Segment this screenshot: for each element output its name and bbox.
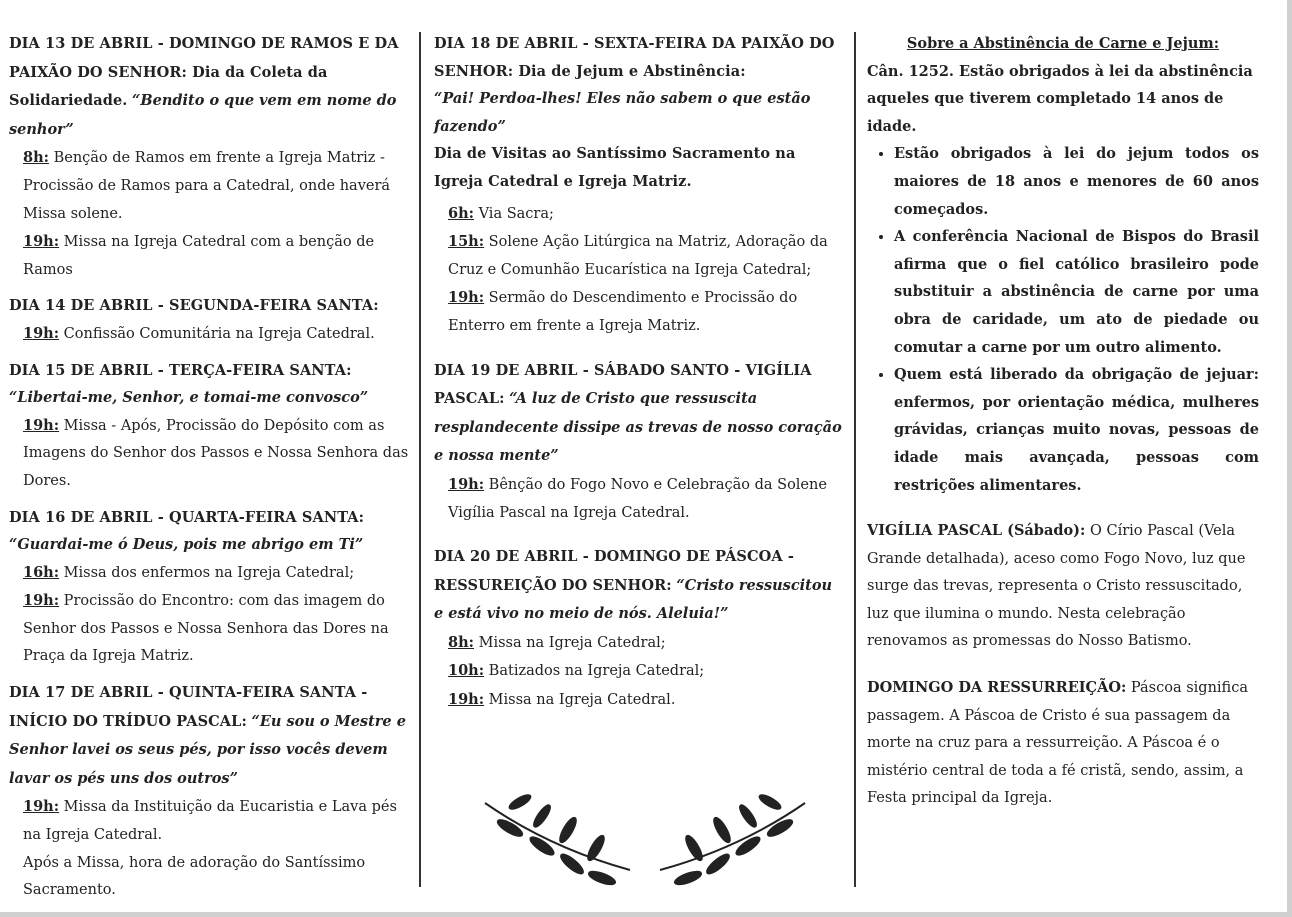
fasting-rules-list: [867, 140, 1259, 499]
day-quote: “Cristo ressuscitou e está vivo no meio de nós. Aleluia!”: [434, 576, 833, 623]
day-heading: DIA 13 DE ABRIL - DOMINGO DE RAMOS E DA PAIXÃO DO SENHOR: Dia da Coleta da Solidariedade.: [9, 35, 399, 110]
event-list: [9, 320, 412, 349]
event-text: Missa da Instituição da Eucaristia e Lava pés na Igreja Catedral.: [23, 799, 397, 844]
event-time: 19h:: [23, 798, 60, 816]
day-19-april: [434, 357, 842, 528]
laurel-branches-icon: [480, 788, 810, 888]
event-list: [434, 471, 842, 527]
day-heading: DIA 15 DE ABRIL - TERÇA-FEIRA SANTA:: [9, 361, 352, 379]
event-text: Benção de Ramos em frente a Igreja Matriz - Procissão de Ramos para a Catedral, onde haverá Missa solene.: [23, 150, 391, 222]
event-text: Solene Ação Litúrgica na Matriz, Adoração da Cruz e Comunhão Eucarística na Igreja Catedral;: [448, 234, 828, 278]
day-heading: DIA 18 DE ABRIL - SEXTA-FEIRA DA PAIXÃO DO SENHOR: Dia de Jejum e Abstinência:: [434, 35, 835, 80]
day-16-april: [9, 504, 412, 672]
event-item: [23, 228, 412, 284]
schedule-column-2: [434, 30, 842, 723]
day-quote: “A luz de Cristo que ressuscita resplandecente dissipe as trevas de nosso coração e nossa mente”: [434, 390, 842, 465]
info-column-3: [867, 30, 1259, 813]
rule-item: • Quem está liberado da obrigação de jejuar: enfermos, por orientação médica, mulheres grávidas, crianças muito novas, pessoas de idade mais avançada, pessoas com restrições alimentares.: [894, 361, 1259, 499]
event-item: [23, 412, 412, 496]
day-quote: “Guardai-me ó Deus, pois me abrigo em Ti”: [9, 536, 364, 554]
event-text: Procissão do Encontro: com das imagem do Senhor dos Passos e Nossa Senhora das Dores na Praça da Igreja Matriz.: [23, 593, 389, 665]
event-item: [23, 144, 412, 228]
event-item: [448, 686, 842, 715]
event-item: [23, 793, 412, 849]
event-text: Confissão Comunitária na Igreja Catedral.: [59, 325, 375, 342]
day-15-april: [9, 357, 412, 496]
event-text: Missa dos enfermos na Igreja Catedral;: [59, 564, 355, 581]
day-quote: “Bendito o que vem em nome do senhor”: [9, 92, 397, 138]
event-text: Missa na Igreja Catedral com a benção de Ramos: [23, 234, 375, 278]
event-text: Via Sacra;: [473, 205, 554, 222]
vigil-text: O Círio Pascal (Vela Grande detalhada), aceso como Fogo Novo, luz que surge das trevas, representa o Cristo ressuscitado, luz que ilumina o mundo. Nesta celebração renovamos as promessas do Nosso Batismo.: [867, 523, 1246, 650]
sunday-text: Páscoa significa passagem. A Páscoa de Cristo é sua passagem da morte na cruz para a ressurreição. A Páscoa é o mistério central de toda a fé cristã, sendo, assim, a Festa principal da Igreja.: [867, 680, 1248, 807]
event-text: Batizados na Igreja Catedral;: [484, 663, 705, 680]
day-14-april: [9, 292, 412, 348]
day-heading: DIA 17 DE ABRIL - QUINTA-FEIRA SANTA - INÍCIO DO TRÍDUO PASCAL:: [9, 684, 368, 730]
event-text: Sermão do Descendimento e Procissão do Enterro em frente a Igreja Matriz.: [448, 290, 798, 334]
day-heading: DIA 14 DE ABRIL - SEGUNDA-FEIRA SANTA:: [9, 297, 379, 315]
event-list: [9, 144, 412, 284]
event-item: [448, 284, 842, 340]
schedule-column-1: [9, 30, 412, 913]
event-item: [23, 587, 412, 671]
event-list: [9, 559, 412, 671]
abstinence-title: Sobre a Abstinência de Carne e Jejum:: [906, 35, 1220, 52]
event-time: 8h:: [448, 633, 474, 651]
event-item: [448, 228, 842, 284]
event-time: 19h:: [448, 691, 485, 709]
event-text: Missa - Após, Procissão do Depósito com as Imagens do Senhor dos Passos e Nossa Senhora das Dores.: [23, 417, 409, 489]
event-time: 19h:: [23, 416, 60, 434]
day-subheading: Dia de Visitas ao Santíssimo Sacramento na Igreja Catedral e Igreja Matriz.: [434, 145, 796, 190]
sunday-label: DOMINGO DA RESSURREIÇÃO:: [867, 679, 1127, 697]
event-time: 15h:: [448, 233, 485, 251]
event-item: [448, 471, 842, 527]
event-time: 19h:: [23, 324, 60, 342]
event-item: [23, 320, 412, 349]
event-item: [448, 657, 842, 686]
vigil-paragraph: [867, 517, 1259, 656]
event-text: Missa na Igreja Catedral.: [484, 692, 676, 709]
event-list: [434, 200, 842, 341]
rule-item: • A conferência Nacional de Bispos do Brasil afirma que o fiel católico brasileiro pode substituir a abstinência de carne por uma obra de caridade, um ato de piedade ou comutar a carne por um outro alimento.: [894, 223, 1259, 361]
event-time: 16h:: [23, 563, 60, 581]
day-20-april: [434, 543, 842, 715]
column-divider-2: [854, 32, 856, 887]
event-list: [9, 793, 412, 904]
column-divider-1: [419, 32, 421, 887]
canon-text: Cân. 1252. Estão obrigados à lei da abstinência aqueles que tiverem completado 14 anos de idade.: [867, 62, 1253, 135]
event-item: [23, 559, 412, 588]
day-quote: “Libertai-me, Senhor, e tomai-me convosco”: [9, 389, 369, 407]
event-time: 6h:: [448, 204, 474, 222]
page-edge-right: [1287, 0, 1292, 917]
event-item: [448, 200, 842, 229]
event-time: 19h:: [23, 592, 60, 610]
day-13-april: [9, 30, 412, 284]
event-time: 10h:: [448, 662, 485, 680]
event-text: Missa na Igreja Catedral;: [473, 634, 666, 651]
day-18-april: [434, 30, 842, 341]
sunday-paragraph: [867, 674, 1259, 813]
day-quote: “Pai! Perdoa-lhes! Eles não sabem o que estão fazendo”: [434, 90, 811, 135]
event-item: [448, 629, 842, 658]
event-time: 8h:: [23, 149, 49, 167]
event-list: [434, 629, 842, 715]
vigil-label: VIGÍLIA PASCAL (Sábado):: [867, 522, 1086, 540]
day-quote: “Eu sou o Mestre e Senhor lavei os seus pés, por isso vocês devem lavar os pés uns dos outros”: [9, 712, 406, 787]
event-note: Após a Missa, hora de adoração do Santíssimo Sacramento.: [23, 854, 366, 899]
event-text: Bênção do Fogo Novo e Celebração da Solene Vigília Pascal na Igreja Catedral.: [448, 476, 827, 521]
day-heading: DIA 20 DE ABRIL - DOMINGO DE PÁSCOA - RESSUREIÇÃO DO SENHOR:: [434, 548, 794, 594]
event-list: [9, 412, 412, 496]
event-time: 19h:: [23, 233, 60, 251]
day-17-april: [9, 679, 412, 905]
event-time: 19h:: [448, 475, 485, 493]
day-heading: DIA 19 DE ABRIL - SÁBADO SANTO - VIGÍLIA PASCAL:: [434, 361, 812, 408]
day-heading: DIA 16 DE ABRIL - QUARTA-FEIRA SANTA:: [9, 508, 365, 526]
rule-item: • Estão obrigados à lei do jejum todos os maiores de 18 anos e menores de 60 anos começados.: [894, 140, 1259, 223]
event-time: 19h:: [448, 289, 485, 307]
